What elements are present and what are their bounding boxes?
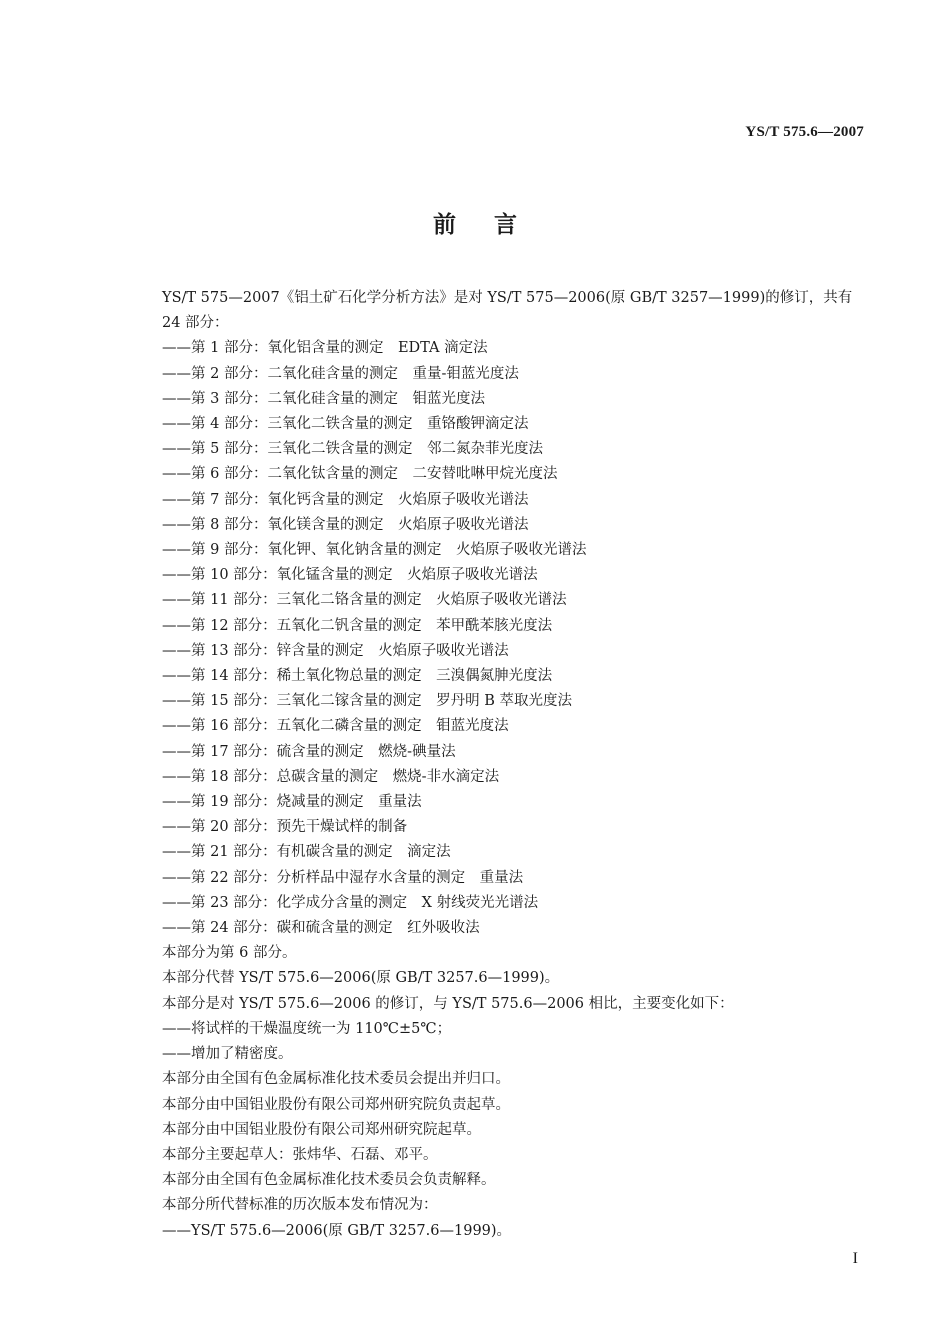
replaces-statement: 本部分代替 YS/T 575.6—2006(原 GB/T 3257.6—1999)。 <box>162 970 560 987</box>
part-list-item: ——第 6 部分：二氧化钛含量的测定 二安替吡啉甲烷光度法 <box>162 466 558 483</box>
document-code: YS/T 575.6—2007 <box>745 124 864 140</box>
part-list-item: ——第 13 部分：锌含量的测定 火焰原子吸收光谱法 <box>162 642 509 659</box>
page-title: 前言 <box>433 212 555 238</box>
part-list-item: ——第 8 部分：氧化镁含量的测定 火焰原子吸收光谱法 <box>162 516 529 533</box>
change-item: ——将试样的干燥温度统一为 110℃±5℃； <box>162 1020 452 1037</box>
drafters-statement: 本部分主要起草人：张炜华、石磊、邓平。 <box>162 1146 438 1163</box>
part-list-item: ——第 12 部分：五氧化二钒含量的测定 苯甲酰苯胲光度法 <box>162 617 553 634</box>
part-list-item: ——第 2 部分：二氧化硅含量的测定 重量-钼蓝光度法 <box>162 365 519 382</box>
intro-paragraph: YS/T 575—2007《铝土矿石化学分析方法》是对 YS/T 575—2006(原 GB/T 3257—1999)的修订，共有 24 部分： <box>162 290 853 332</box>
part-list-item: ——第 1 部分：氧化铝含量的测定 EDTA 滴定法 <box>162 340 488 357</box>
part-list-item: ——第 7 部分：氧化钙含量的测定 火焰原子吸收光谱法 <box>162 491 529 508</box>
part-list-item: ——第 20 部分：预先干燥试样的制备 <box>162 819 408 836</box>
drafted-by-statement: 本部分由中国铝业股份有限公司郑州研究院起草。 <box>162 1121 481 1138</box>
part-list-item: ——第 4 部分：三氧化二铁含量的测定 重铬酸钾滴定法 <box>162 416 529 433</box>
proposed-by-statement: 本部分由全国有色金属标准化技术委员会提出并归口。 <box>162 1071 510 1088</box>
part-list-item: ——第 9 部分：氧化钾、氧化钠含量的测定 火焰原子吸收光谱法 <box>162 542 587 559</box>
part-list-item: ——第 19 部分：烧减量的测定 重量法 <box>162 794 422 811</box>
part-list-item: ——第 24 部分：碳和硫含量的测定 红外吸收法 <box>162 920 480 937</box>
part-list-item: ——第 18 部分：总碳含量的测定 燃烧-非水滴定法 <box>162 768 500 785</box>
part-statement: 本部分为第 6 部分。 <box>162 945 297 962</box>
parts-list <box>125 336 870 941</box>
responsible-drafter-statement: 本部分由中国铝业股份有限公司郑州研究院负责起草。 <box>162 1096 510 1113</box>
interpretation-statement: 本部分由全国有色金属标准化技术委员会负责解释。 <box>162 1172 496 1189</box>
foreword-body <box>125 286 870 1244</box>
part-list-item: ——第 15 部分：三氧化二镓含量的测定 罗丹明 B 萃取光度法 <box>162 693 573 710</box>
part-list-item: ——第 22 部分：分析样品中湿存水含量的测定 重量法 <box>162 869 524 886</box>
part-list-item: ——第 21 部分：有机碳含量的测定 滴定法 <box>162 844 451 861</box>
part-list-item: ——第 23 部分：化学成分含量的测定 X 射线荧光光谱法 <box>162 894 539 911</box>
history-item: ——YS/T 575.6—2006(原 GB/T 3257.6—1999)。 <box>162 1222 512 1239</box>
page-number: I <box>852 1250 858 1267</box>
part-list-item: ——第 5 部分：三氧化二铁含量的测定 邻二氮杂菲光度法 <box>162 441 543 458</box>
part-list-item: ——第 14 部分：稀土氧化物总量的测定 三溴偶氮胂光度法 <box>162 668 553 685</box>
part-list-item: ——第 10 部分：氧化锰含量的测定 火焰原子吸收光谱法 <box>162 567 538 584</box>
change-item: ——增加了精密度。 <box>162 1046 293 1063</box>
revision-statement: 本部分是对 YS/T 575.6—2006 的修订，与 YS/T 575.6—2006 相比，主要变化如下： <box>162 995 734 1012</box>
part-list-item: ——第 11 部分：三氧化二铬含量的测定 火焰原子吸收光谱法 <box>162 592 567 609</box>
part-list-item: ——第 3 部分：二氧化硅含量的测定 钼蓝光度法 <box>162 390 485 407</box>
part-list-item: ——第 16 部分：五氧化二磷含量的测定 钼蓝光度法 <box>162 718 509 735</box>
history-intro: 本部分所代替标准的历次版本发布情况为： <box>162 1197 438 1214</box>
part-list-item: ——第 17 部分：硫含量的测定 燃烧-碘量法 <box>162 743 456 760</box>
